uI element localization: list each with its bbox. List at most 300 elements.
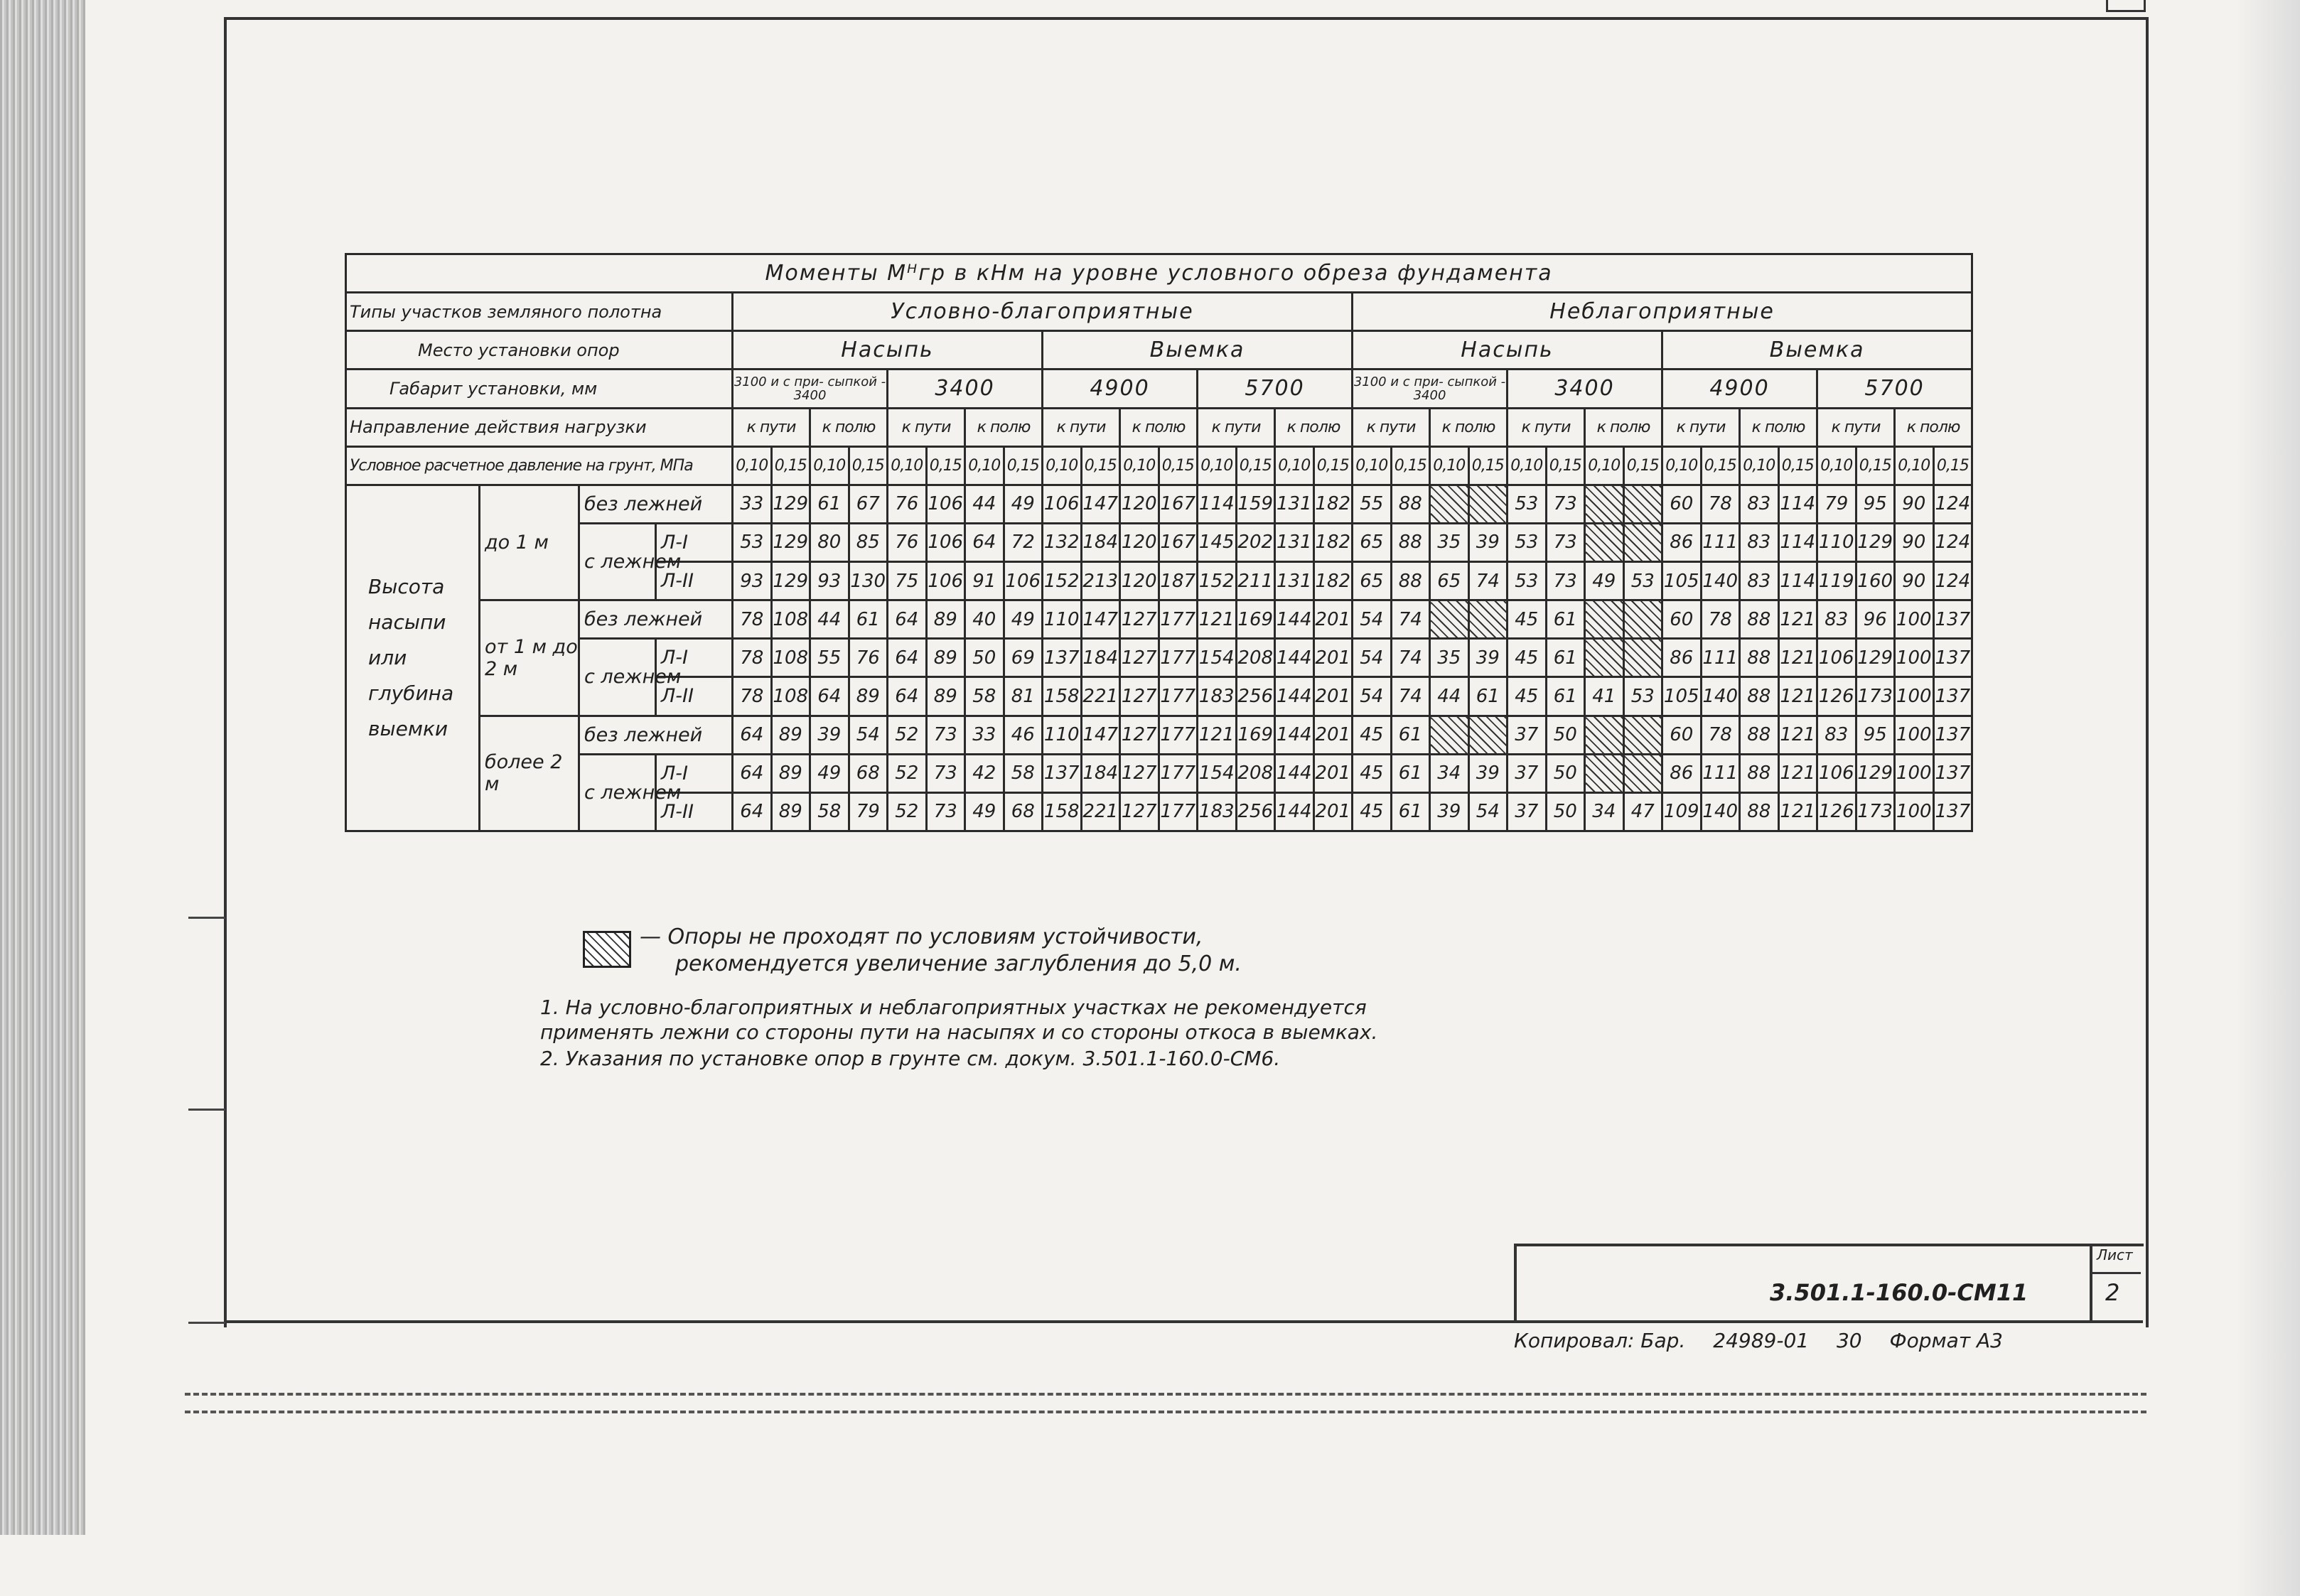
- table-cell: 49: [965, 792, 1004, 831]
- hatched-cell: [1468, 716, 1508, 754]
- table-cell: 208: [1236, 639, 1275, 677]
- hatched-cell: [1623, 523, 1662, 561]
- table-cell: 167: [1159, 523, 1198, 561]
- hatched-cell: [1468, 600, 1508, 639]
- table-cell: 35: [1430, 639, 1469, 677]
- table-cell: 177: [1159, 792, 1198, 831]
- table-cell: 131: [1275, 562, 1314, 600]
- scan-edge-shadow: [0, 0, 85, 1535]
- table-cell: 144: [1275, 639, 1314, 677]
- table-cell: 106: [926, 485, 965, 523]
- pressure-value: 0,10: [1430, 446, 1469, 485]
- footer-line: [1514, 1329, 2024, 1352]
- table-cell: 49: [1004, 485, 1043, 523]
- sleeper-type: Л-II: [656, 677, 733, 716]
- table-cell: 89: [926, 677, 965, 716]
- table-cell: 83: [1817, 716, 1856, 754]
- table-cell: 73: [926, 716, 965, 754]
- table-cell: 83: [1740, 523, 1779, 561]
- table-cell: 177: [1159, 600, 1198, 639]
- table-cell: 182: [1313, 485, 1353, 523]
- sleeper-type: Л-II: [656, 792, 733, 831]
- table-cell: 147: [1081, 600, 1120, 639]
- table-cell: 46: [1004, 716, 1043, 754]
- table-cell: 121: [1778, 677, 1817, 716]
- table-cell: 83: [1740, 485, 1779, 523]
- table-cell: 201: [1313, 792, 1353, 831]
- table-cell: 53: [1508, 523, 1547, 561]
- hatched-cell: [1585, 523, 1624, 561]
- table-cell: 53: [1623, 677, 1662, 716]
- table-cell: 120: [1120, 485, 1159, 523]
- table-cell: 45: [1353, 716, 1392, 754]
- table-cell: 201: [1313, 716, 1353, 754]
- pressure-value: 0,10: [1508, 446, 1547, 485]
- table-cell: 93: [810, 562, 849, 600]
- table-cell: 33: [965, 716, 1004, 754]
- table-cell: 114: [1198, 485, 1237, 523]
- table-cell: 127: [1120, 600, 1159, 639]
- hatched-cell: [1585, 716, 1624, 754]
- pressure-value: 0,10: [1895, 446, 1934, 485]
- table-cell: 64: [733, 716, 772, 754]
- table-cell: 129: [771, 523, 810, 561]
- margin-tick: [188, 1109, 225, 1111]
- table-cell: 64: [888, 600, 927, 639]
- table-cell: 221: [1081, 677, 1120, 716]
- direction-track: к пути: [1662, 408, 1740, 446]
- table-cell: 45: [1353, 792, 1392, 831]
- height-label: Высота насыпи или глубина выемки: [346, 485, 480, 831]
- table-cell: 78: [1701, 716, 1740, 754]
- table-cell: 86: [1662, 523, 1702, 561]
- table-cell: 137: [1933, 716, 1972, 754]
- pressure-value: 0,15: [849, 446, 888, 485]
- table-cell: 91: [965, 562, 1004, 600]
- table-cell: 39: [810, 716, 849, 754]
- table-cell: 106: [1004, 562, 1043, 600]
- pressure-value: 0,10: [1662, 446, 1702, 485]
- table-cell: 78: [733, 677, 772, 716]
- table-cell: 78: [733, 639, 772, 677]
- table-cell: 74: [1391, 677, 1430, 716]
- margin-tick: [188, 917, 225, 919]
- table-cell: 127: [1120, 754, 1159, 792]
- hatched-cell: [1430, 600, 1469, 639]
- gabarit-3100: 3100 и с при- сыпкой - 3400: [1353, 370, 1508, 408]
- table-cell: 183: [1198, 677, 1237, 716]
- table-cell: 221: [1081, 792, 1120, 831]
- table-cell: 39: [1468, 754, 1508, 792]
- table-cell: 105: [1662, 562, 1702, 600]
- table-cell: 124: [1933, 523, 1972, 561]
- table-cell: 61: [1391, 754, 1430, 792]
- sleeper-type: Л-I: [656, 523, 733, 561]
- table-cell: 74: [1391, 600, 1430, 639]
- table-cell: 201: [1313, 600, 1353, 639]
- table-cell: 121: [1778, 639, 1817, 677]
- table-cell: 89: [849, 677, 888, 716]
- table-cell: 177: [1159, 754, 1198, 792]
- table-cell: 121: [1778, 754, 1817, 792]
- table-cell: 52: [888, 716, 927, 754]
- table-cell: 121: [1778, 600, 1817, 639]
- table-cell: 86: [1662, 639, 1702, 677]
- sequence-number: 30: [1836, 1329, 1862, 1352]
- direction-field: к полю: [1740, 408, 1817, 446]
- pressure-value: 0,15: [1313, 446, 1353, 485]
- table-cell: 201: [1313, 639, 1353, 677]
- table-cell: 45: [1508, 639, 1547, 677]
- table-cell: 72: [1004, 523, 1043, 561]
- hatched-cell: [1468, 485, 1508, 523]
- table-cell: 44: [1430, 677, 1469, 716]
- table-cell: 75: [888, 562, 927, 600]
- height-range: от 1 м до 2 м: [480, 600, 579, 716]
- table-cell: 111: [1701, 754, 1740, 792]
- pressure-value: 0,15: [1546, 446, 1585, 485]
- table-cell: 201: [1313, 677, 1353, 716]
- table-cell: 137: [1043, 639, 1082, 677]
- table-cell: 137: [1933, 792, 1972, 831]
- hatched-cell: [1585, 639, 1624, 677]
- table-cell: 137: [1043, 754, 1082, 792]
- table-cell: 53: [733, 523, 772, 561]
- table-cell: 183: [1198, 792, 1237, 831]
- table-cell: 140: [1701, 677, 1740, 716]
- table-cell: 52: [888, 792, 927, 831]
- table-cell: 40: [965, 600, 1004, 639]
- table-cell: 93: [733, 562, 772, 600]
- direction-field: к полю: [965, 408, 1043, 446]
- table-cell: 111: [1701, 639, 1740, 677]
- table-cell: 121: [1778, 716, 1817, 754]
- pressure-value: 0,10: [1198, 446, 1237, 485]
- table-cell: 89: [771, 754, 810, 792]
- pressure-value: 0,15: [771, 446, 810, 485]
- table-cell: 144: [1275, 754, 1314, 792]
- table-cell: 65: [1353, 562, 1392, 600]
- table-cell: 64: [810, 677, 849, 716]
- sleeper-type: Л-I: [656, 639, 733, 677]
- table-cell: 169: [1236, 716, 1275, 754]
- title-block-divider: [2090, 1272, 2141, 1274]
- pressure-value: 0,15: [1236, 446, 1275, 485]
- table-cell: 61: [1468, 677, 1508, 716]
- sleeper-type: Л-I: [656, 754, 733, 792]
- legend-text: [640, 924, 1493, 978]
- table-cell: 182: [1313, 523, 1353, 561]
- table-cell: 42: [965, 754, 1004, 792]
- table-cell: 69: [1004, 639, 1043, 677]
- table-cell: 144: [1275, 600, 1314, 639]
- hatched-cell: [1623, 485, 1662, 523]
- table-cell: 160: [1856, 562, 1895, 600]
- pressure-value: 0,10: [965, 446, 1004, 485]
- direction-track: к пути: [1508, 408, 1585, 446]
- table-cell: 256: [1236, 792, 1275, 831]
- table-cell: 78: [1701, 485, 1740, 523]
- table-cell: 61: [849, 600, 888, 639]
- table-cell: 121: [1198, 716, 1237, 754]
- table-cell: 114: [1778, 523, 1817, 561]
- pressure-value: 0,15: [1623, 446, 1662, 485]
- type-favorable: Условно-благоприятные: [733, 293, 1353, 331]
- table-cell: 79: [849, 792, 888, 831]
- table-cell: 52: [888, 754, 927, 792]
- pressure-value: 0,15: [1391, 446, 1430, 485]
- table-cell: 127: [1120, 716, 1159, 754]
- table-cell: 158: [1043, 677, 1082, 716]
- table-cell: 88: [1391, 562, 1430, 600]
- table-cell: 121: [1198, 600, 1237, 639]
- table-cell: 53: [1508, 562, 1547, 600]
- table-cell: 213: [1081, 562, 1120, 600]
- pressure-value: 0,10: [1585, 446, 1624, 485]
- direction-track: к пути: [1817, 408, 1895, 446]
- table-cell: 53: [1508, 485, 1547, 523]
- table-cell: 81: [1004, 677, 1043, 716]
- table-cell: 108: [771, 677, 810, 716]
- pressure-value: 0,15: [1856, 446, 1895, 485]
- table-cell: 129: [771, 485, 810, 523]
- sheet-label: Лист: [2097, 1246, 2133, 1263]
- table-cell: 64: [733, 754, 772, 792]
- table-cell: 90: [1895, 562, 1934, 600]
- pressure-value: 0,10: [1740, 446, 1779, 485]
- table-cell: 88: [1391, 523, 1430, 561]
- table-cell: 61: [1391, 716, 1430, 754]
- pressure-value: 0,10: [1275, 446, 1314, 485]
- table-cell: 129: [1856, 523, 1895, 561]
- table-cell: 47: [1623, 792, 1662, 831]
- direction-track: к пути: [733, 408, 810, 446]
- note-item: 2. Указания по установке опор в грунте см. докум. 3.501.1-160.0-СМ6.: [540, 1047, 1281, 1070]
- table-cell: 137: [1933, 639, 1972, 677]
- table-cell: 152: [1043, 562, 1082, 600]
- with-sleeper-label: с лежнем: [579, 754, 656, 831]
- table-cell: 110: [1043, 600, 1082, 639]
- margin-tick: [188, 1322, 225, 1324]
- table-cell: 106: [1043, 485, 1082, 523]
- table-cell: 106: [926, 562, 965, 600]
- table-cell: 65: [1353, 523, 1392, 561]
- table-cell: 86: [1662, 754, 1702, 792]
- table-cell: 61: [1546, 677, 1585, 716]
- format-label: Формат А3: [1889, 1329, 2003, 1352]
- place-cut: Выемка: [1043, 331, 1353, 370]
- table-cell: 106: [926, 523, 965, 561]
- table-cell: 49: [1004, 600, 1043, 639]
- table-cell: 182: [1313, 562, 1353, 600]
- table-cell: 39: [1468, 523, 1508, 561]
- table-cell: 68: [849, 754, 888, 792]
- pressure-value: 0,15: [1081, 446, 1120, 485]
- table-cell: 39: [1430, 792, 1469, 831]
- no-sleeper-label: без лежней: [579, 716, 733, 754]
- place-fill: Насыпь: [1353, 331, 1662, 370]
- table-cell: 100: [1895, 792, 1934, 831]
- table-cell: 124: [1933, 485, 1972, 523]
- table-cell: 126: [1817, 677, 1856, 716]
- notes: [540, 995, 1457, 1072]
- table-cell: 89: [926, 639, 965, 677]
- table-cell: 60: [1662, 716, 1702, 754]
- table-cell: 100: [1895, 716, 1934, 754]
- direction-track: к пути: [1043, 408, 1120, 446]
- table-cell: 37: [1508, 754, 1547, 792]
- table-cell: 119: [1817, 562, 1856, 600]
- table-cell: 100: [1895, 639, 1934, 677]
- pressure-value: 0,10: [1043, 446, 1082, 485]
- table-cell: 127: [1120, 792, 1159, 831]
- moments-table: [345, 253, 1973, 832]
- gabarit-5700: 5700: [1817, 370, 1972, 408]
- height-range: до 1 м: [480, 485, 579, 600]
- gabarit-3400: 3400: [1508, 370, 1662, 408]
- table-cell: 100: [1895, 754, 1934, 792]
- table-cell: 145: [1198, 523, 1237, 561]
- hatched-cell: [1623, 600, 1662, 639]
- table-cell: 37: [1508, 716, 1547, 754]
- table-cell: 54: [1468, 792, 1508, 831]
- table-cell: 95: [1856, 716, 1895, 754]
- table-cell: 120: [1120, 562, 1159, 600]
- table-cell: 76: [888, 523, 927, 561]
- table-cell: 137: [1933, 754, 1972, 792]
- table-cell: 73: [1546, 485, 1585, 523]
- direction-track: к пути: [888, 408, 965, 446]
- direction-track: к пути: [1353, 408, 1430, 446]
- pressure-value: 0,15: [1778, 446, 1817, 485]
- pressure-value: 0,15: [1468, 446, 1508, 485]
- hatched-cell: [1585, 485, 1624, 523]
- table-cell: 169: [1236, 600, 1275, 639]
- table-cell: 54: [1353, 639, 1392, 677]
- table-cell: 140: [1701, 792, 1740, 831]
- table-cell: 126: [1817, 792, 1856, 831]
- table-cell: 131: [1275, 485, 1314, 523]
- direction-field: к полю: [810, 408, 888, 446]
- no-sleeper-label: без лежней: [579, 485, 733, 523]
- table-cell: 55: [810, 639, 849, 677]
- pressure-value: 0,15: [1004, 446, 1043, 485]
- cut-line: [185, 1411, 2146, 1413]
- hatched-cell: [1585, 600, 1624, 639]
- table-cell: 54: [1353, 600, 1392, 639]
- table-cell: 88: [1740, 677, 1779, 716]
- no-sleeper-label: без лежней: [579, 600, 733, 639]
- scan-right-shadow: [2236, 0, 2300, 1596]
- table-cell: 34: [1430, 754, 1469, 792]
- table-cell: 49: [810, 754, 849, 792]
- table-cell: 177: [1159, 716, 1198, 754]
- table-cell: 67: [849, 485, 888, 523]
- table-cell: 110: [1043, 716, 1082, 754]
- table-cell: 61: [1546, 639, 1585, 677]
- table-cell: 208: [1236, 754, 1275, 792]
- table-cell: 124: [1933, 562, 1972, 600]
- table-cell: 100: [1895, 677, 1934, 716]
- table-cell: 89: [771, 716, 810, 754]
- pressure-value: 0,10: [1817, 446, 1856, 485]
- table-cell: 73: [926, 754, 965, 792]
- table-cell: 85: [849, 523, 888, 561]
- direction-field: к полю: [1120, 408, 1198, 446]
- hatched-cell: [1430, 716, 1469, 754]
- table-title: Моменты Mᴴгр в кНм на уровне условного обреза фундамента: [346, 254, 1972, 293]
- table-cell: 140: [1701, 562, 1740, 600]
- height-range: более 2 м: [480, 716, 579, 831]
- table-cell: 88: [1740, 716, 1779, 754]
- table-cell: 83: [1817, 600, 1856, 639]
- corner-box: [2106, 0, 2146, 12]
- pressure-value: 0,15: [1159, 446, 1198, 485]
- type-unfavorable: Неблагоприятные: [1353, 293, 1972, 331]
- table-cell: 137: [1933, 600, 1972, 639]
- table-cell: 68: [1004, 792, 1043, 831]
- table-cell: 44: [965, 485, 1004, 523]
- direction-track: к пути: [1198, 408, 1275, 446]
- sheet-number: 2: [2105, 1279, 2120, 1306]
- table-cell: 33: [733, 485, 772, 523]
- table-cell: 177: [1159, 639, 1198, 677]
- table-cell: 109: [1662, 792, 1702, 831]
- table-cell: 187: [1159, 562, 1198, 600]
- table-cell: 129: [1856, 639, 1895, 677]
- table-cell: 37: [1508, 792, 1547, 831]
- table-cell: 64: [733, 792, 772, 831]
- table-cell: 110: [1817, 523, 1856, 561]
- table-cell: 76: [888, 485, 927, 523]
- table-cell: 88: [1740, 792, 1779, 831]
- table-cell: 50: [965, 639, 1004, 677]
- table-cell: 54: [1353, 677, 1392, 716]
- table-cell: 64: [888, 639, 927, 677]
- table-cell: 89: [926, 600, 965, 639]
- table-cell: 100: [1895, 600, 1934, 639]
- table-cell: 76: [849, 639, 888, 677]
- table-cell: 61: [1546, 600, 1585, 639]
- order-number: 24989-01: [1713, 1329, 1810, 1352]
- table-cell: 130: [849, 562, 888, 600]
- table-cell: 184: [1081, 754, 1120, 792]
- table-cell: 45: [1353, 754, 1392, 792]
- gabarit-4900: 4900: [1662, 370, 1817, 408]
- legend-line: рекомендуется увеличение заглубления до 5,0 м.: [675, 951, 1242, 976]
- table-cell: 88: [1740, 600, 1779, 639]
- table-cell: 89: [771, 792, 810, 831]
- table-cell: 78: [733, 600, 772, 639]
- table-cell: 127: [1120, 639, 1159, 677]
- pressure-value: 0,10: [888, 446, 927, 485]
- table-cell: 50: [1546, 792, 1585, 831]
- table-cell: 96: [1856, 600, 1895, 639]
- table-cell: 127: [1120, 677, 1159, 716]
- copied-by: Копировал: Бар.: [1514, 1329, 1686, 1352]
- table-cell: 95: [1856, 485, 1895, 523]
- table-cell: 41: [1585, 677, 1624, 716]
- table-cell: 34: [1585, 792, 1624, 831]
- place-fill: Насыпь: [733, 331, 1043, 370]
- table-cell: 74: [1468, 562, 1508, 600]
- table-cell: 159: [1236, 485, 1275, 523]
- gabarit-5700: 5700: [1198, 370, 1353, 408]
- table-cell: 111: [1701, 523, 1740, 561]
- table-cell: 167: [1159, 485, 1198, 523]
- table-cell: 131: [1275, 523, 1314, 561]
- row-label-gabarit: Габарит установки, мм: [346, 370, 733, 408]
